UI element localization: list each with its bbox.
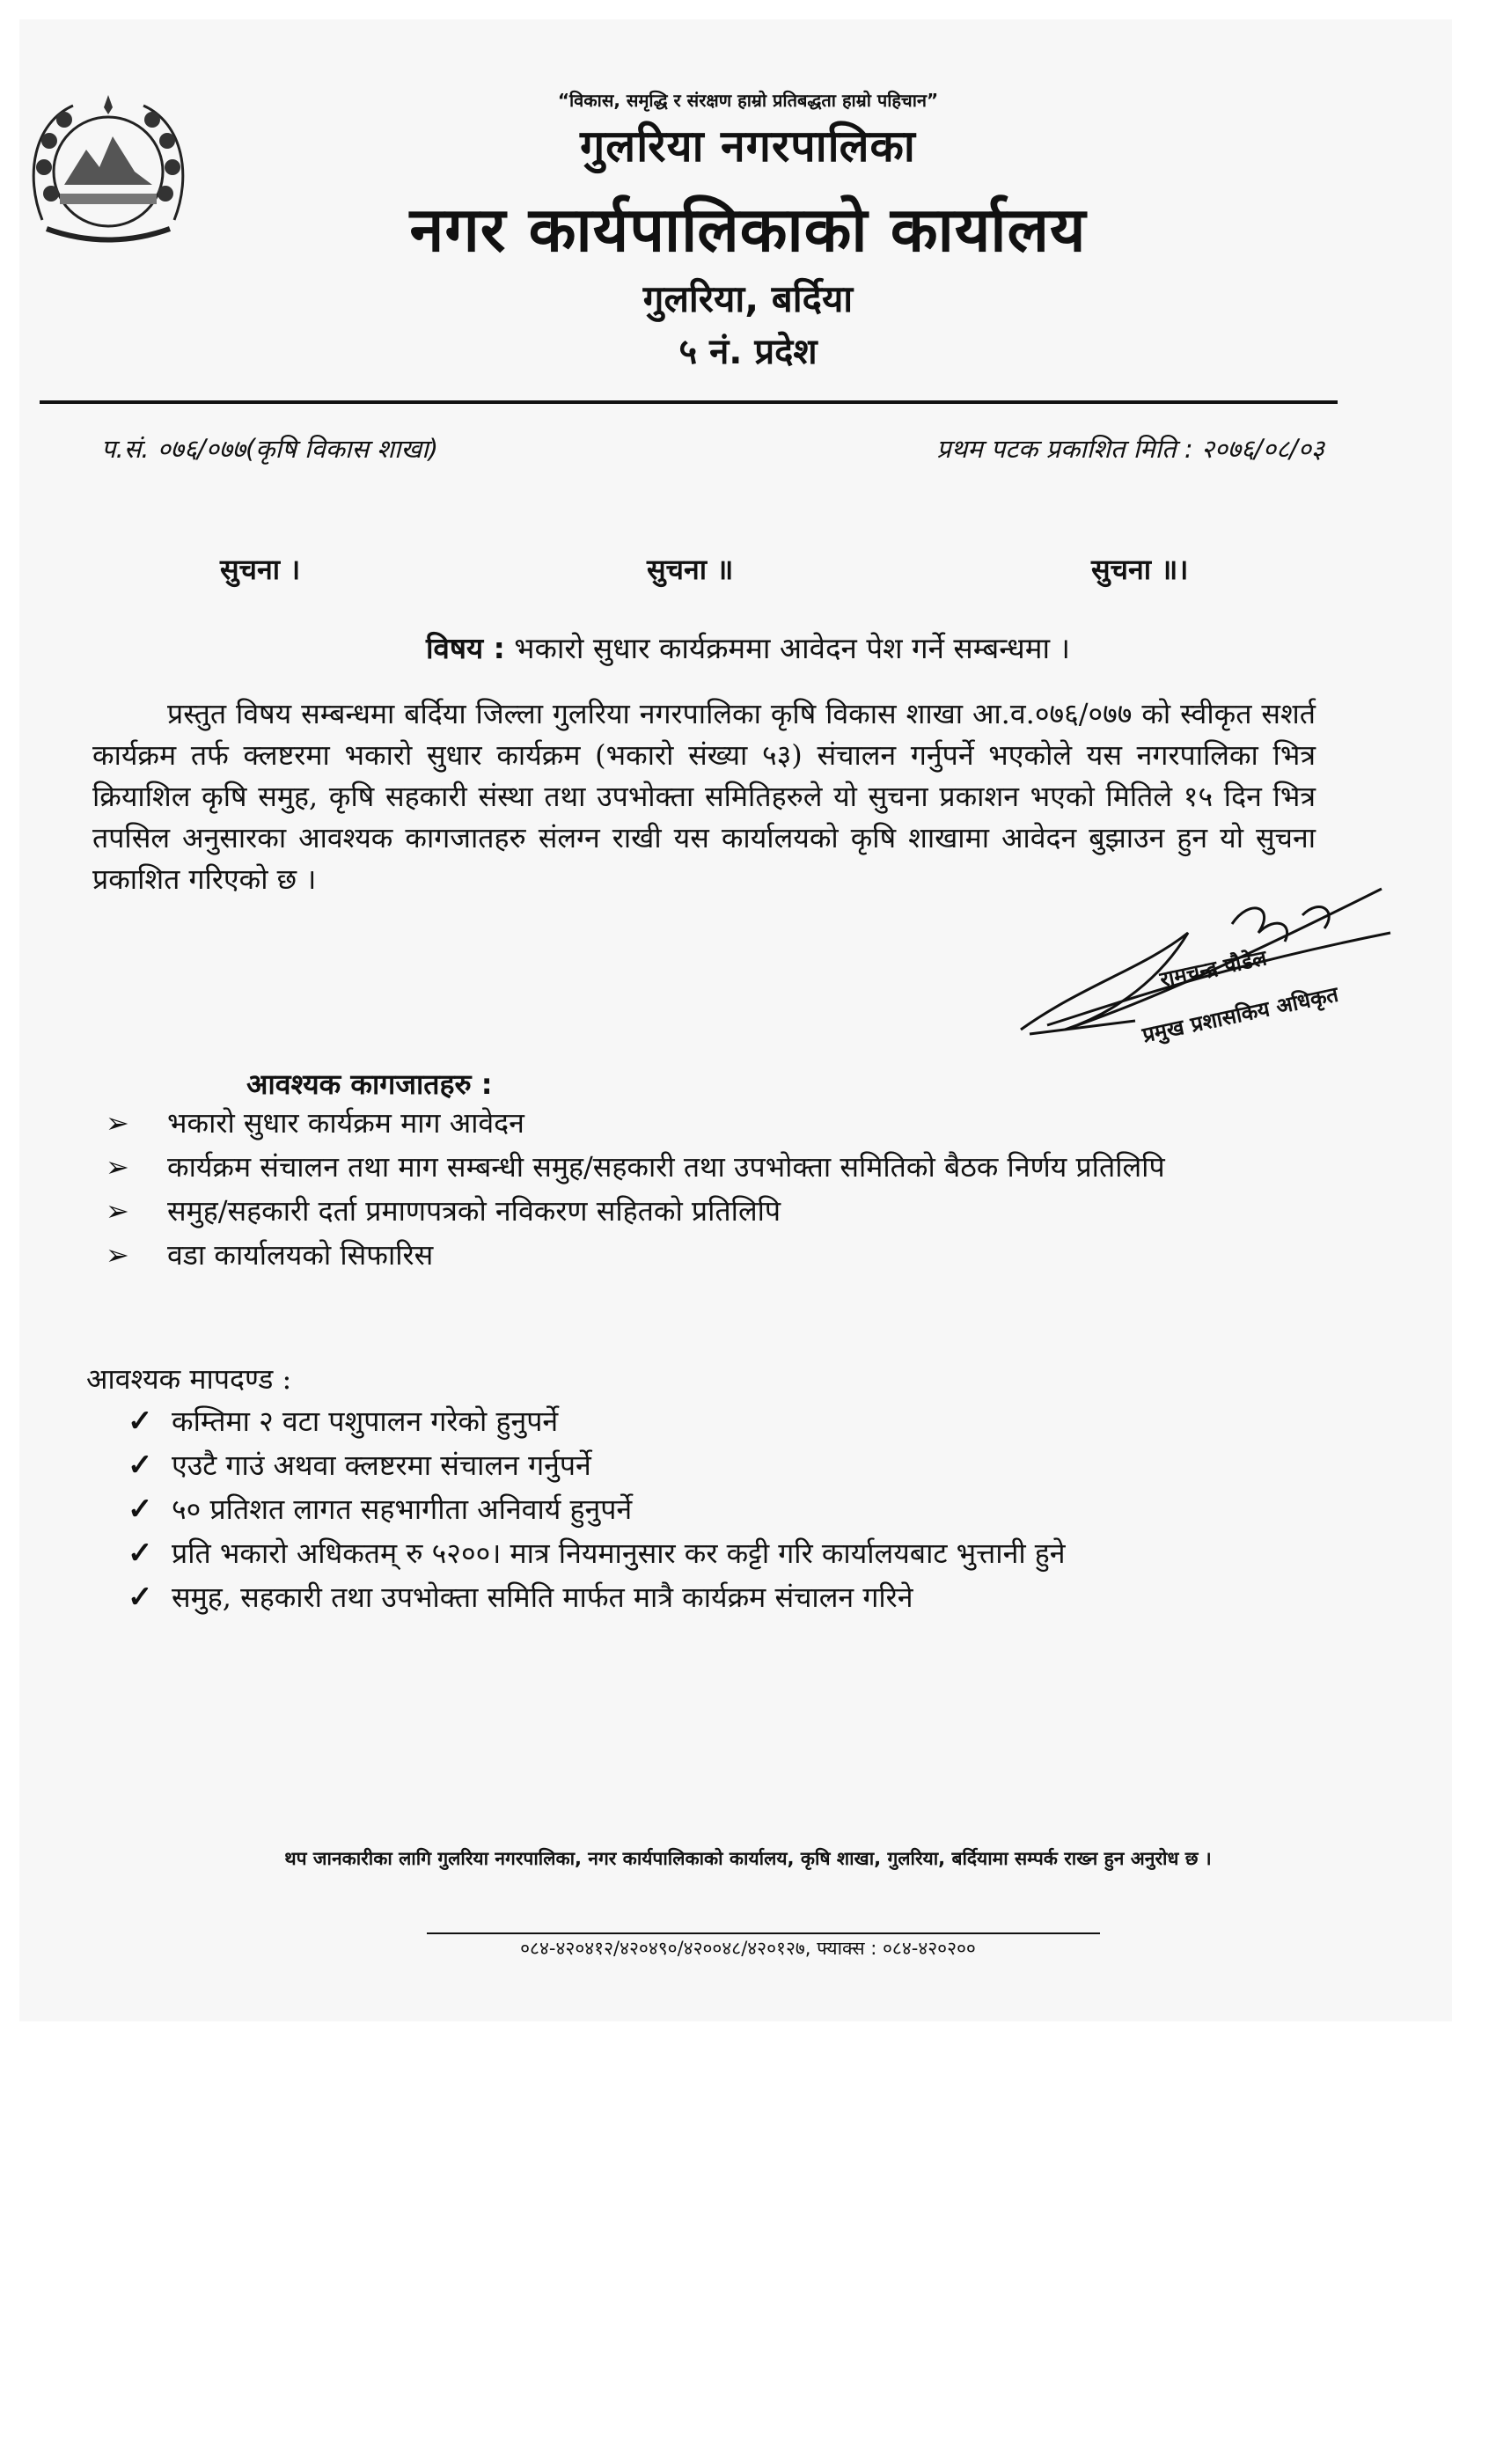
check-icon: ✓ (128, 1404, 153, 1439)
required-documents-title: आवश्यक कागजातहरु : (246, 1067, 493, 1101)
list-item-text: कार्यक्रम संचालन तथा माग सम्बन्धी समुह/सहकारी तथा उपभोक्ता समितिको बैठक निर्णय प्रतिलिपि (167, 1150, 1165, 1184)
province: ५ नं. प्रदेश (678, 332, 818, 372)
list-item (106, 1148, 1324, 1185)
header-divider (40, 400, 1338, 404)
body-paragraph: प्रस्तुत विषय सम्बन्धमा बर्दिया जिल्ला गुलरिया नगरपालिका कृषि विकास शाखा आ.व.०७६/०७७ को स्वीकृत सशर्त कार्यक्रम तर्फ क्लष्टरमा भकारो सुधार कार्यक्रम (भकारो संख्या ५३) संचालन गर्नुपर्ने भएकोले यस नगरपालिका भित्र क्रियाशिल कृषि समुह, कृषि सहकारी संस्था तथा उपभोक्ता समितिहरुले यो सुचना प्रकाशन भएको मितिले १५ दिन भित्र तपसिल अनुसारका आवश्यक कागजातहरु संलग्न राखी यस कार्यालयको कृषि शाखामा आवेदन बुझाउन हुन यो सुचना प्रकाशित गरिएको छ । (92, 697, 1316, 896)
list-item (128, 1575, 1272, 1619)
signatory-title: प्रमुख प्रशासकिय अधिकृत (1140, 981, 1341, 1048)
list-item-text: प्रति भकारो अधिकतम् रु ५२००। मात्र नियमानुसार कर कट्टी गरि कार्यालयबाट भुत्तानी हुने (172, 1536, 1066, 1570)
list-item-text: वडा कार्यालयको सिफारिस (167, 1238, 434, 1272)
list-item (128, 1443, 1272, 1487)
notice-label-3: सुचना ॥। (1091, 553, 1189, 586)
motto: “विकास, समृद्धि र संरक्षण हाम्रो प्रतिबद्धता हाम्रो पहिचान” (557, 90, 939, 111)
office-location: गुलरिया, बर्दिया (642, 277, 854, 320)
footer-divider (427, 1932, 1100, 1934)
list-item (128, 1399, 1272, 1443)
required-documents-list (106, 1104, 1324, 1280)
list-item (106, 1236, 1324, 1273)
check-icon: ✓ (128, 1492, 153, 1527)
list-item-text: भकारो सुधार कार्यक्रम माग आवेदन (167, 1106, 524, 1140)
subject-line (0, 627, 1496, 667)
criteria-list (128, 1399, 1272, 1619)
body-text (92, 693, 1316, 900)
list-item (106, 1192, 1324, 1229)
notice-label-1: सुचना । (220, 553, 301, 586)
contact-note: थप जानकारीका लागि गुलरिया नगरपालिका, नगर कार्यपालिकाको कार्यालय, कृषि शाखा, गुलरिया, बर्दियामा सम्पर्क राख्न हुन अनुरोध छ । (284, 1848, 1212, 1869)
list-item-text: एउटै गाउं अथवा क्लष्टरमा संचालन गर्नुपर्ने (172, 1448, 591, 1482)
municipality-name: गुलरिया नगरपालिका (580, 121, 916, 172)
phone-numbers: ०८४-४२०४१२/४२०४९०/४२००४८/४२०१२७, फ्याक्स : ०८४-४२०२०० (520, 1938, 976, 1959)
arrow-bullet-icon: ➢ (106, 1194, 129, 1228)
list-item (106, 1104, 1324, 1141)
arrow-bullet-icon: ➢ (106, 1106, 129, 1140)
criteria-title: आवश्यक मापदण्ड : (86, 1362, 292, 1396)
notice-label-2: सुचना ॥ (647, 553, 734, 586)
list-item-text: ५० प्रतिशत लागत सहभागीता अनिवार्य हुनुपर्ने (172, 1492, 633, 1526)
check-icon: ✓ (128, 1536, 153, 1571)
office-name: नगर कार्यपालिकाको कार्यालय (409, 194, 1087, 266)
list-item-text: समुह/सहकारी दर्ता प्रमाणपत्रको नविकरण सहितको प्रतिलिपि (167, 1194, 781, 1228)
reference-number: प.सं. ०७६/०७७(कृषि विकास शाखा) (101, 434, 439, 464)
list-item (128, 1531, 1272, 1575)
arrow-bullet-icon: ➢ (106, 1238, 129, 1272)
publication-date: प्रथम पटक प्रकाशित मिति : २०७६/०८/०३ (936, 434, 1324, 464)
list-item-text: समुह, सहकारी तथा उपभोक्ता समिति मार्फत मात्रै कार्यक्रम संचालन गरिने (172, 1580, 913, 1614)
check-icon: ✓ (128, 1580, 153, 1615)
subject-text: भकारो सुधार कार्यक्रममा आवेदन पेश गर्ने सम्बन्धमा । (514, 631, 1070, 665)
list-item-text: कम्तिमा २ वटा पशुपालन गरेको हुनुपर्ने (172, 1404, 559, 1438)
subject-label: विषय : (426, 631, 505, 665)
arrow-bullet-icon: ➢ (106, 1150, 129, 1184)
list-item (128, 1487, 1272, 1531)
check-icon: ✓ (128, 1448, 153, 1483)
signatory-name: रामचन्द्र पौडेल (1157, 945, 1269, 993)
